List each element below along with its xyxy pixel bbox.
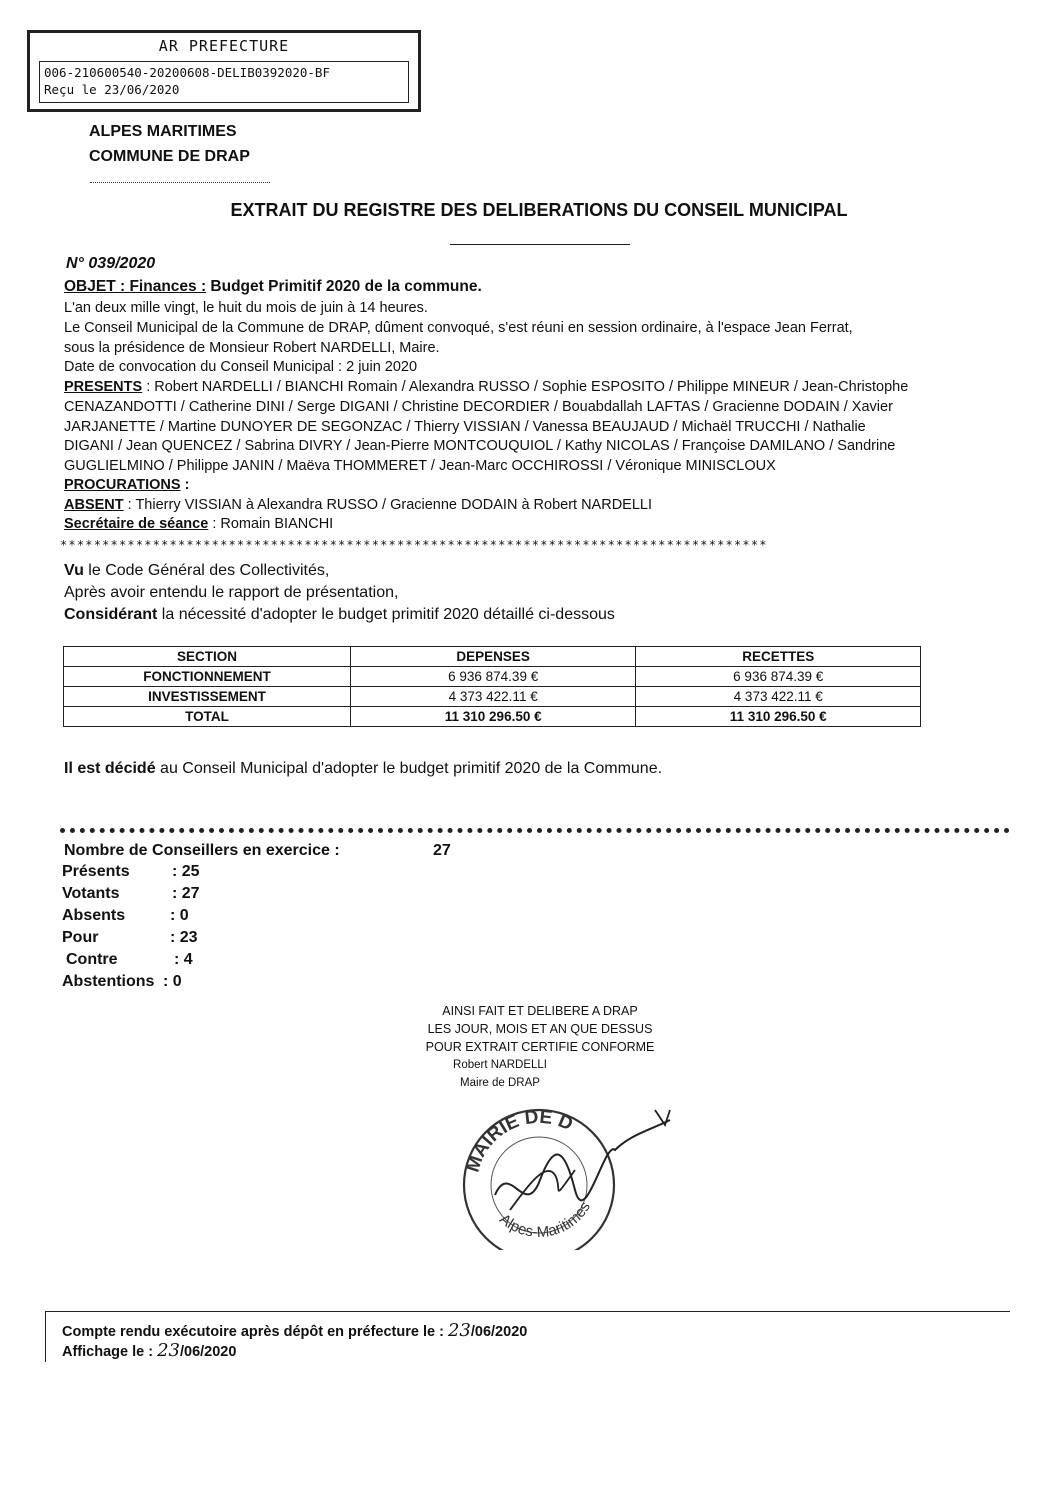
budget-table — [63, 646, 921, 727]
presents-line — [64, 379, 908, 395]
objet-label: OBJET : Finances : — [64, 278, 207, 295]
absent-line — [64, 497, 652, 513]
table-header: DEPENSES — [350, 647, 636, 667]
table-row — [64, 707, 921, 727]
table-cell: 4 373 422.11 € — [350, 687, 636, 707]
compte-rendu-day: 23 — [447, 1320, 471, 1341]
compte-rendu-label: Compte rendu exécutoire après dépôt en préfecture le : — [62, 1324, 448, 1340]
vote-value: : 25 — [172, 863, 200, 880]
vote-label: Contre — [66, 951, 118, 968]
vote-label: Pour — [62, 929, 99, 946]
objet-line — [64, 278, 482, 296]
considerant-line — [64, 606, 615, 624]
vu-text: le Code Général des Collectivités, — [83, 562, 330, 579]
presents-line: GUGLIELMINO / Philippe JANIN / Maëva THOMMERET / Jean-Marc OCCHIROSSI / Véronique MINISCLOUX — [64, 458, 776, 474]
vote-value: : 0 — [170, 907, 189, 924]
vote-label: Votants — [62, 885, 120, 902]
stamp-title: AR PREFECTURE — [158, 37, 290, 55]
header-divider — [90, 182, 270, 183]
intro-line: Date de convocation du Conseil Municipal : 2 juin 2020 — [64, 359, 418, 375]
seal-text-bottom: Alpes-Maritimes — [496, 1198, 594, 1242]
seal-text-top: MAIRIE DE D — [462, 1106, 576, 1175]
table-header-row — [64, 647, 921, 667]
table-cell: 11 310 296.50 € — [350, 707, 636, 727]
table-cell: 6 936 874.39 € — [636, 667, 921, 687]
decision-line — [64, 760, 662, 778]
table-cell: 6 936 874.39 € — [350, 667, 636, 687]
decision-label: Il est décidé — [64, 760, 156, 777]
secretaire-label: Secrétaire de séance — [64, 516, 209, 532]
title-underline — [450, 244, 630, 245]
affichage-day: 23 — [157, 1340, 180, 1361]
prefecture-stamp — [27, 30, 421, 112]
secretaire-line — [64, 516, 333, 532]
table-header: RECETTES — [636, 647, 921, 667]
table-header: SECTION — [64, 647, 351, 667]
vote-value: : 27 — [172, 885, 200, 902]
mayor-name: Robert NARDELLI — [453, 1059, 547, 1071]
svg-text:Alpes-Maritimes — [496, 1199, 594, 1241]
vote-label: Abstentions — [62, 973, 155, 990]
vote-separator — [60, 828, 1010, 833]
table-cell: 11 310 296.50 € — [636, 707, 921, 727]
footer-top-border — [45, 1311, 1010, 1312]
intro-line: Le Conseil Municipal de la Commune de DRAP, dûment convoqué, s'est réuni en session ordinaire, à l'espace Jean Ferrat, — [64, 320, 853, 336]
table-cell: INVESTISSEMENT — [64, 687, 351, 707]
procurations-suffix: : — [180, 477, 190, 493]
table-cell: 4 373 422.11 € — [636, 687, 921, 707]
department-name: ALPES MARITIMES — [89, 123, 237, 140]
procurations-label: PROCURATIONS — [64, 477, 181, 493]
presents-text: : Robert NARDELLI / BIANCHI Romain / Alexandra RUSSO / Sophie ESPOSITO / Philippe MINEUR / Jean-Christophe — [142, 379, 909, 395]
procurations-line — [64, 477, 189, 493]
presents-label: PRESENTS — [64, 379, 143, 395]
signature-line: LES JOUR, MOIS ET AN QUE DESSUS — [427, 1022, 653, 1036]
vote-value: : 0 — [163, 973, 182, 990]
municipal-seal — [455, 1100, 695, 1255]
conseillers-value: 27 — [433, 842, 451, 859]
stamp-received-date: Reçu le 23/06/2020 — [44, 82, 180, 97]
vote-value: : 4 — [174, 951, 193, 968]
affichage-line — [62, 1340, 236, 1361]
compte-rendu-line — [62, 1320, 527, 1341]
affichage-date: /06/2020 — [179, 1344, 237, 1360]
table-row — [64, 687, 921, 707]
table-row — [64, 667, 921, 687]
vote-label: Présents — [62, 863, 130, 880]
signature-line: AINSI FAIT ET DELIBERE A DRAP — [442, 1004, 638, 1018]
commune-name: COMMUNE DE DRAP — [89, 148, 250, 165]
stamp-reference: 006-210600540-20200608-DELIB0392020-BF — [44, 65, 330, 80]
objet-text: Budget Primitif 2020 de la commune. — [206, 278, 482, 295]
considerant-label: Considérant — [64, 606, 158, 623]
presents-line: JARJANETTE / Martine DUNOYER DE SEGONZAC / Thierry VISSIAN / Vanessa BEAUJAUD / Michaël TRUCCHI / Nathalie — [64, 419, 866, 435]
decision-text: au Conseil Municipal d'adopter le budget primitif 2020 de la Commune. — [155, 760, 663, 777]
asterisk-separator: ************************************************************************************ — [60, 538, 768, 552]
presents-line: DIGANI / Jean QUENCEZ / Sabrina DIVRY / Jean-Pierre MONTCOUQUIOL / Kathy NICOLAS / Françoise DAMILANO / Sandrine — [64, 438, 896, 454]
table-cell: TOTAL — [64, 707, 351, 727]
absent-label: ABSENT — [64, 497, 124, 513]
considerant-text: la nécessité d'adopter le budget primitif 2020 détaillé ci-dessous — [157, 606, 615, 623]
footer-left-border — [45, 1311, 46, 1362]
apres-line: Après avoir entendu le rapport de présentation, — [64, 584, 399, 601]
vu-line — [64, 562, 329, 580]
intro-line: L'an deux mille vingt, le huit du mois de juin à 14 heures. — [64, 300, 428, 316]
absent-text: : Thierry VISSIAN à Alexandra RUSSO / Gracienne DODAIN à Robert NARDELLI — [123, 497, 653, 513]
deliberation-number: N° 039/2020 — [66, 255, 156, 272]
document-title: EXTRAIT DU REGISTRE DES DELIBERATIONS DU CONSEIL MUNICIPAL — [230, 200, 848, 220]
presents-line: CENAZANDOTTI / Catherine DINI / Serge DIGANI / Christine DECORDIER / Bouabdallah LAFTAS / Gracienne DODAIN / Xavier — [64, 399, 893, 415]
affichage-label: Affichage le : — [62, 1344, 158, 1360]
signature-line: POUR EXTRAIT CERTIFIE CONFORME — [425, 1040, 655, 1054]
vote-value: : 23 — [170, 929, 198, 946]
stamp-reference-box — [39, 61, 409, 103]
intro-line: sous la présidence de Monsieur Robert NARDELLI, Maire. — [64, 340, 440, 356]
vu-label: Vu — [64, 562, 84, 579]
compte-rendu-date: /06/2020 — [470, 1324, 528, 1340]
conseillers-label: Nombre de Conseillers en exercice : — [64, 842, 340, 859]
secretaire-text: : Romain BIANCHI — [208, 516, 334, 532]
table-cell: FONCTIONNEMENT — [64, 667, 351, 687]
mayor-title: Maire de DRAP — [460, 1077, 540, 1089]
vote-label: Absents — [62, 907, 126, 924]
